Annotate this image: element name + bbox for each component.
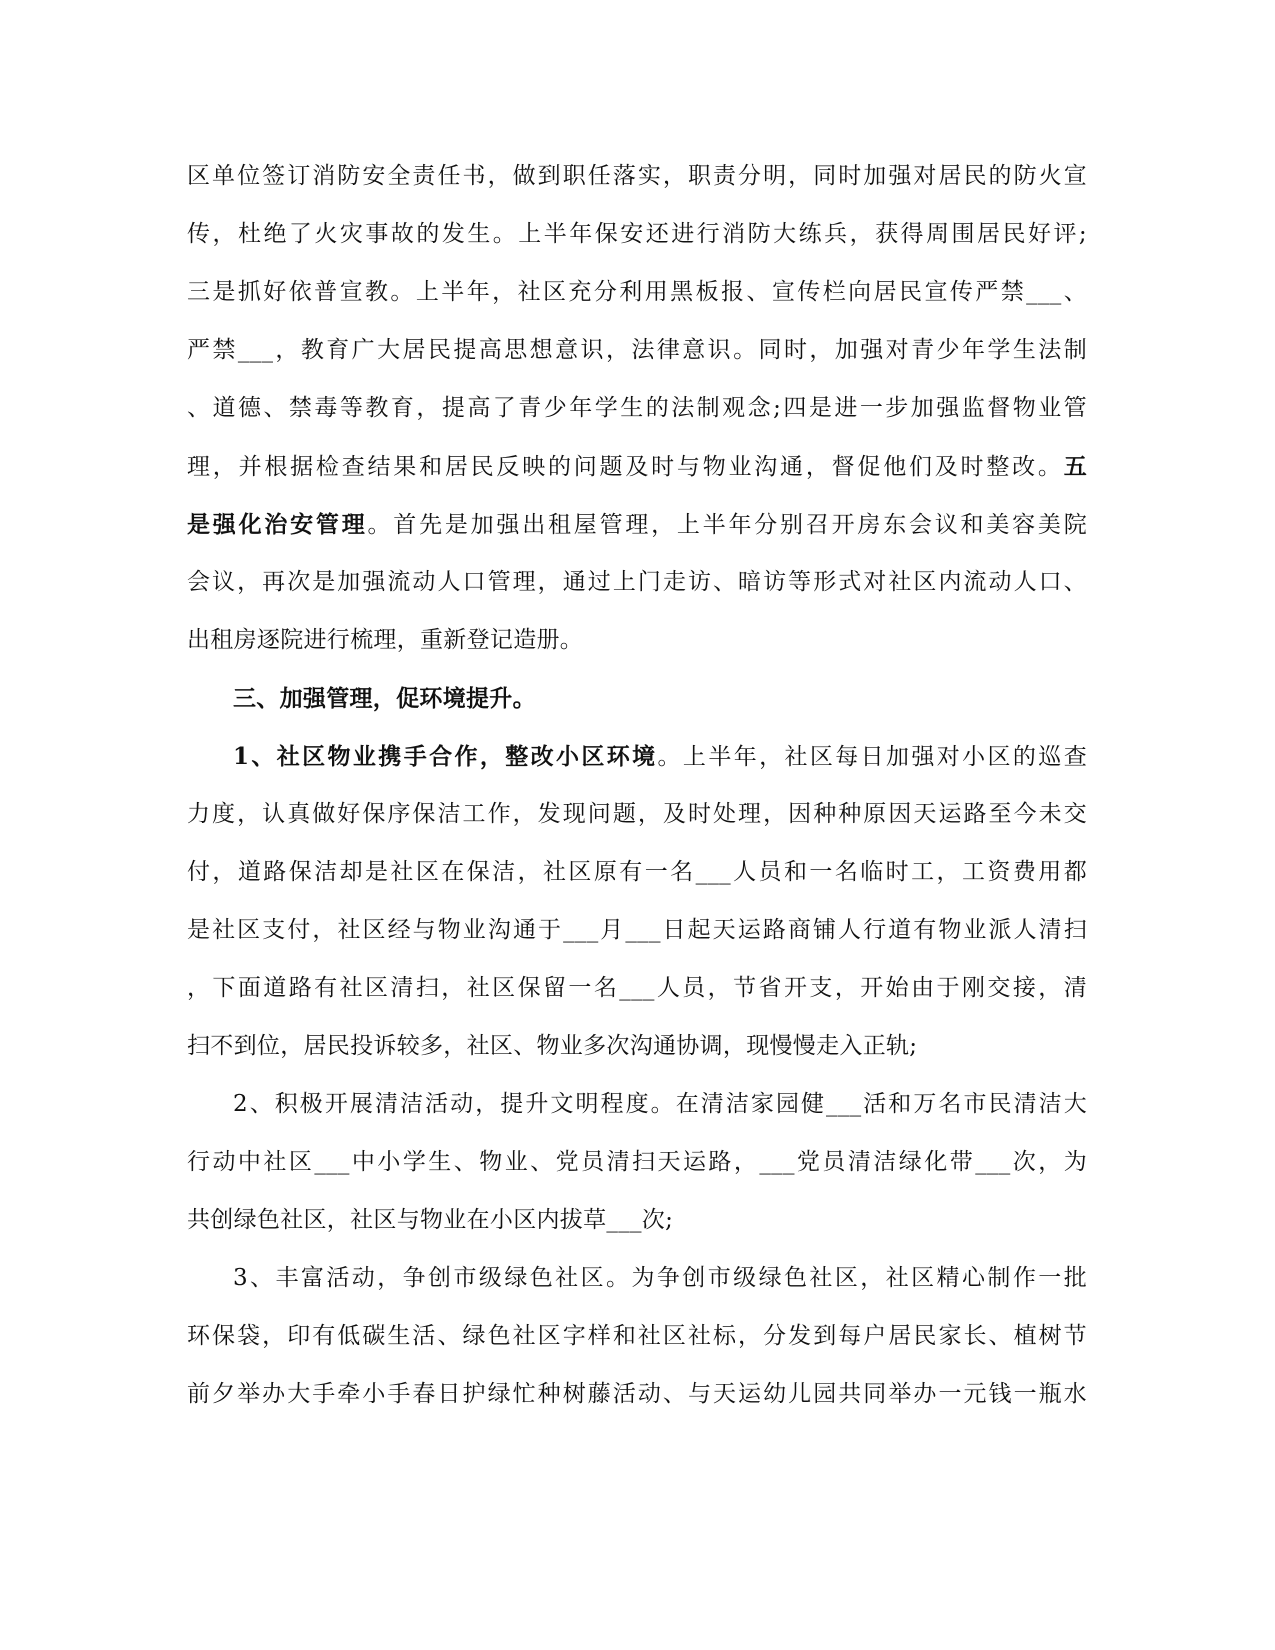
text-line: [187, 742, 1087, 771]
text-line: 共创绿色社区，社区与物业在小区内拔草___次;: [187, 1207, 674, 1233]
text-segment: 理，并根据检查结果和居民反映的问题及时与物业沟通，督促他们及时整改。: [187, 454, 1064, 480]
bold-text: 五: [1063, 453, 1087, 480]
document-body: [187, 162, 1087, 1438]
item-title: 1、社区物业携手合作，整改小区环境: [233, 743, 658, 770]
text-line: 付，道路保洁却是社区在保洁，社区原有一名___人员和一名临时工，工资费用都: [187, 859, 1087, 885]
text-line: 前夕举办大手牵小手春日护绿忙种树藤活动、与天运幼儿园共同举办一元钱一瓶水: [187, 1381, 1087, 1407]
text-line: ，下面道路有社区清扫，社区保留一名___人员，节省开支，开始由于刚交接，清: [187, 975, 1087, 1001]
text-line: 扫不到位，居民投诉较多，社区、物业多次沟通协调，现慢慢走入正轨;: [187, 1033, 918, 1059]
text-line: [187, 452, 1087, 481]
text-line: 、道德、禁毒等教育，提高了青少年学生的法制观念;四是进一步加强监督物业管: [187, 395, 1087, 421]
section-heading: 三、加强管理，促环境提升。: [233, 685, 536, 712]
text-line: 三是抓好依普宣教。上半年，社区充分利用黑板报、宣传栏向居民宣传严禁___、: [187, 279, 1087, 305]
bold-text: 是强化治安管理: [187, 511, 368, 538]
text-line: 是社区支付，社区经与物业沟通于___月___日起天运路商铺人行道有物业派人清扫: [187, 917, 1087, 943]
text-segment: 。上半年，社区每日加强对小区的巡查: [657, 744, 1087, 770]
text-line: 出租房逐院进行梳理，重新登记造册。: [187, 627, 584, 653]
text-line: [187, 510, 1087, 539]
text-line: 行动中社区___中小学生、物业、党员清扫天运路，___党员清洁绿化带___次，为: [187, 1149, 1087, 1175]
text-line: 区单位签订消防安全责任书，做到职任落实，职责分明，同时加强对居民的防火宣: [187, 163, 1087, 189]
text-line: 传，杜绝了火灾事故的发生。上半年保安还进行消防大练兵，获得周围居民好评;: [187, 221, 1087, 247]
text-segment: 。首先是加强出租屋管理，上半年分别召开房东会议和美容美院: [367, 512, 1087, 538]
text-line: 3、丰富活动，争创市级绿色社区。为争创市级绿色社区，社区精心制作一批: [233, 1265, 1087, 1291]
text-line: 力度，认真做好保序保洁工作，发现问题，及时处理，因种种原因天运路至今未交: [187, 801, 1087, 827]
text-line: 会议，再次是加强流动人口管理，通过上门走访、暗访等形式对社区内流动人口、: [187, 569, 1087, 595]
text-line: 环保袋，印有低碳生活、绿色社区字样和社区社标，分发到每户居民家长、植树节: [187, 1323, 1087, 1349]
text-line: 严禁___，教育广大居民提高思想意识，法律意识。同时，加强对青少年学生法制: [187, 337, 1087, 363]
text-line: 2、积极开展清洁活动，提升文明程度。在清洁家园健___活和万名市民清洁大: [233, 1091, 1087, 1117]
